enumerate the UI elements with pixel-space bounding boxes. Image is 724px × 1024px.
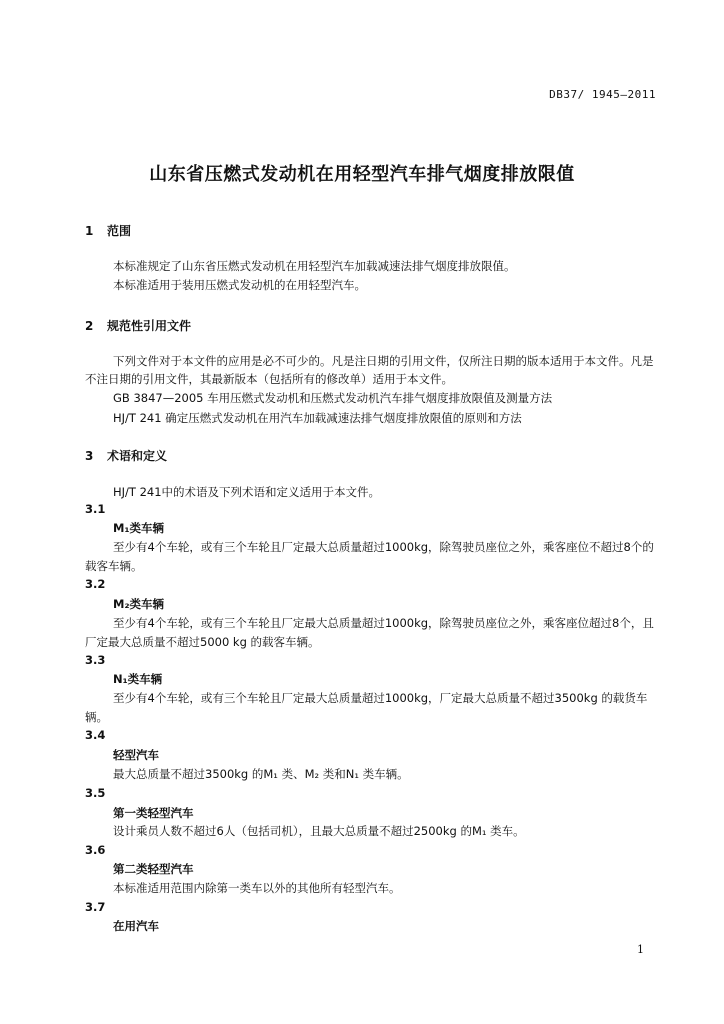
subsection-number: 3.1 <box>85 502 106 516</box>
paragraph: HJ/T 241中的术语及下列术语和定义适用于本文件。 <box>113 485 381 499</box>
section-title: 规范性引用文件 <box>107 319 192 333</box>
term-definition: 至少有4个车轮，或有三个车轮且厂定最大总质量超过1000kg，除驾驶员座位之外，乘客座位超过8个，且厂定最大总质量不超过5000 kg 的载客车辆。 <box>85 616 654 649</box>
term-definition: 至少有4个车轮，或有三个车轮且厂定最大总质量超过1000kg，厂定最大总质量不超过3500kg 的载货车辆。 <box>85 691 648 724</box>
subsection-number: 3.6 <box>85 843 106 857</box>
subsection-number: 3.4 <box>85 728 106 742</box>
paragraph: 本标准适用于装用压燃式发动机的在用轻型汽车。 <box>113 278 366 292</box>
standard-number: DB37/ 1945—2011 <box>549 88 656 101</box>
section-title: 范围 <box>107 224 132 238</box>
document-title: 山东省压燃式发动机在用轻型汽车排气烟度排放限值 <box>149 164 575 185</box>
term-definition: 最大总质量不超过3500kg 的M₁ 类、M₂ 类和N₁ 类车辆。 <box>113 767 409 781</box>
term-definition: 本标准适用范围内除第一类车以外的其他所有轻型汽车。 <box>113 881 401 895</box>
reference-item: GB 3847—2005 车用压燃式发动机和压燃式发动机汽车排气烟度排放限值及测量方法 <box>113 391 553 405</box>
section-title: 术语和定义 <box>107 449 168 463</box>
page-number: 1 <box>637 943 644 956</box>
term-title: M₂类车辆 <box>113 597 164 611</box>
paragraph: 本标准规定了山东省压燃式发动机在用轻型汽车加载减速法排气烟度排放限值。 <box>113 259 516 273</box>
reference-item: HJ/T 241 确定压燃式发动机在用汽车加载减速法排气烟度排放限值的原则和方法 <box>113 411 522 425</box>
term-definition: 至少有4个车轮，或有三个车轮且厂定最大总质量超过1000kg，除驾驶员座位之外，乘客座位不超过8个的载客车辆。 <box>85 540 654 573</box>
section-number: 2 <box>85 319 94 333</box>
term-title: 第一类轻型汽车 <box>113 806 194 820</box>
term-definition: 设计乘员人数不超过6人（包括司机），且最大总质量不超过2500kg 的M₁ 类车。 <box>113 824 525 838</box>
term-title: 第二类轻型汽车 <box>113 862 194 876</box>
term-title: 轻型汽车 <box>113 748 159 762</box>
section-1-heading <box>85 222 131 239</box>
section-3-heading <box>85 447 167 464</box>
paragraph: 下列文件对于本文件的应用是必不可少的。凡是注日期的引用文件，仅所注日期的版本适用于本文件。凡是不注日期的引用文件，其最新版本（包括所有的修改单）适用于本文件。 <box>85 354 654 386</box>
term-title: 在用汽车 <box>113 919 159 933</box>
section-number: 3 <box>85 449 94 463</box>
section-2-heading <box>85 317 191 334</box>
subsection-number: 3.5 <box>85 786 106 800</box>
term-title: M₁类车辆 <box>113 521 164 535</box>
term-title: N₁类车辆 <box>113 672 163 686</box>
section-number: 1 <box>85 224 94 238</box>
subsection-number: 3.2 <box>85 577 106 591</box>
subsection-number: 3.7 <box>85 900 106 914</box>
subsection-number: 3.3 <box>85 653 106 667</box>
